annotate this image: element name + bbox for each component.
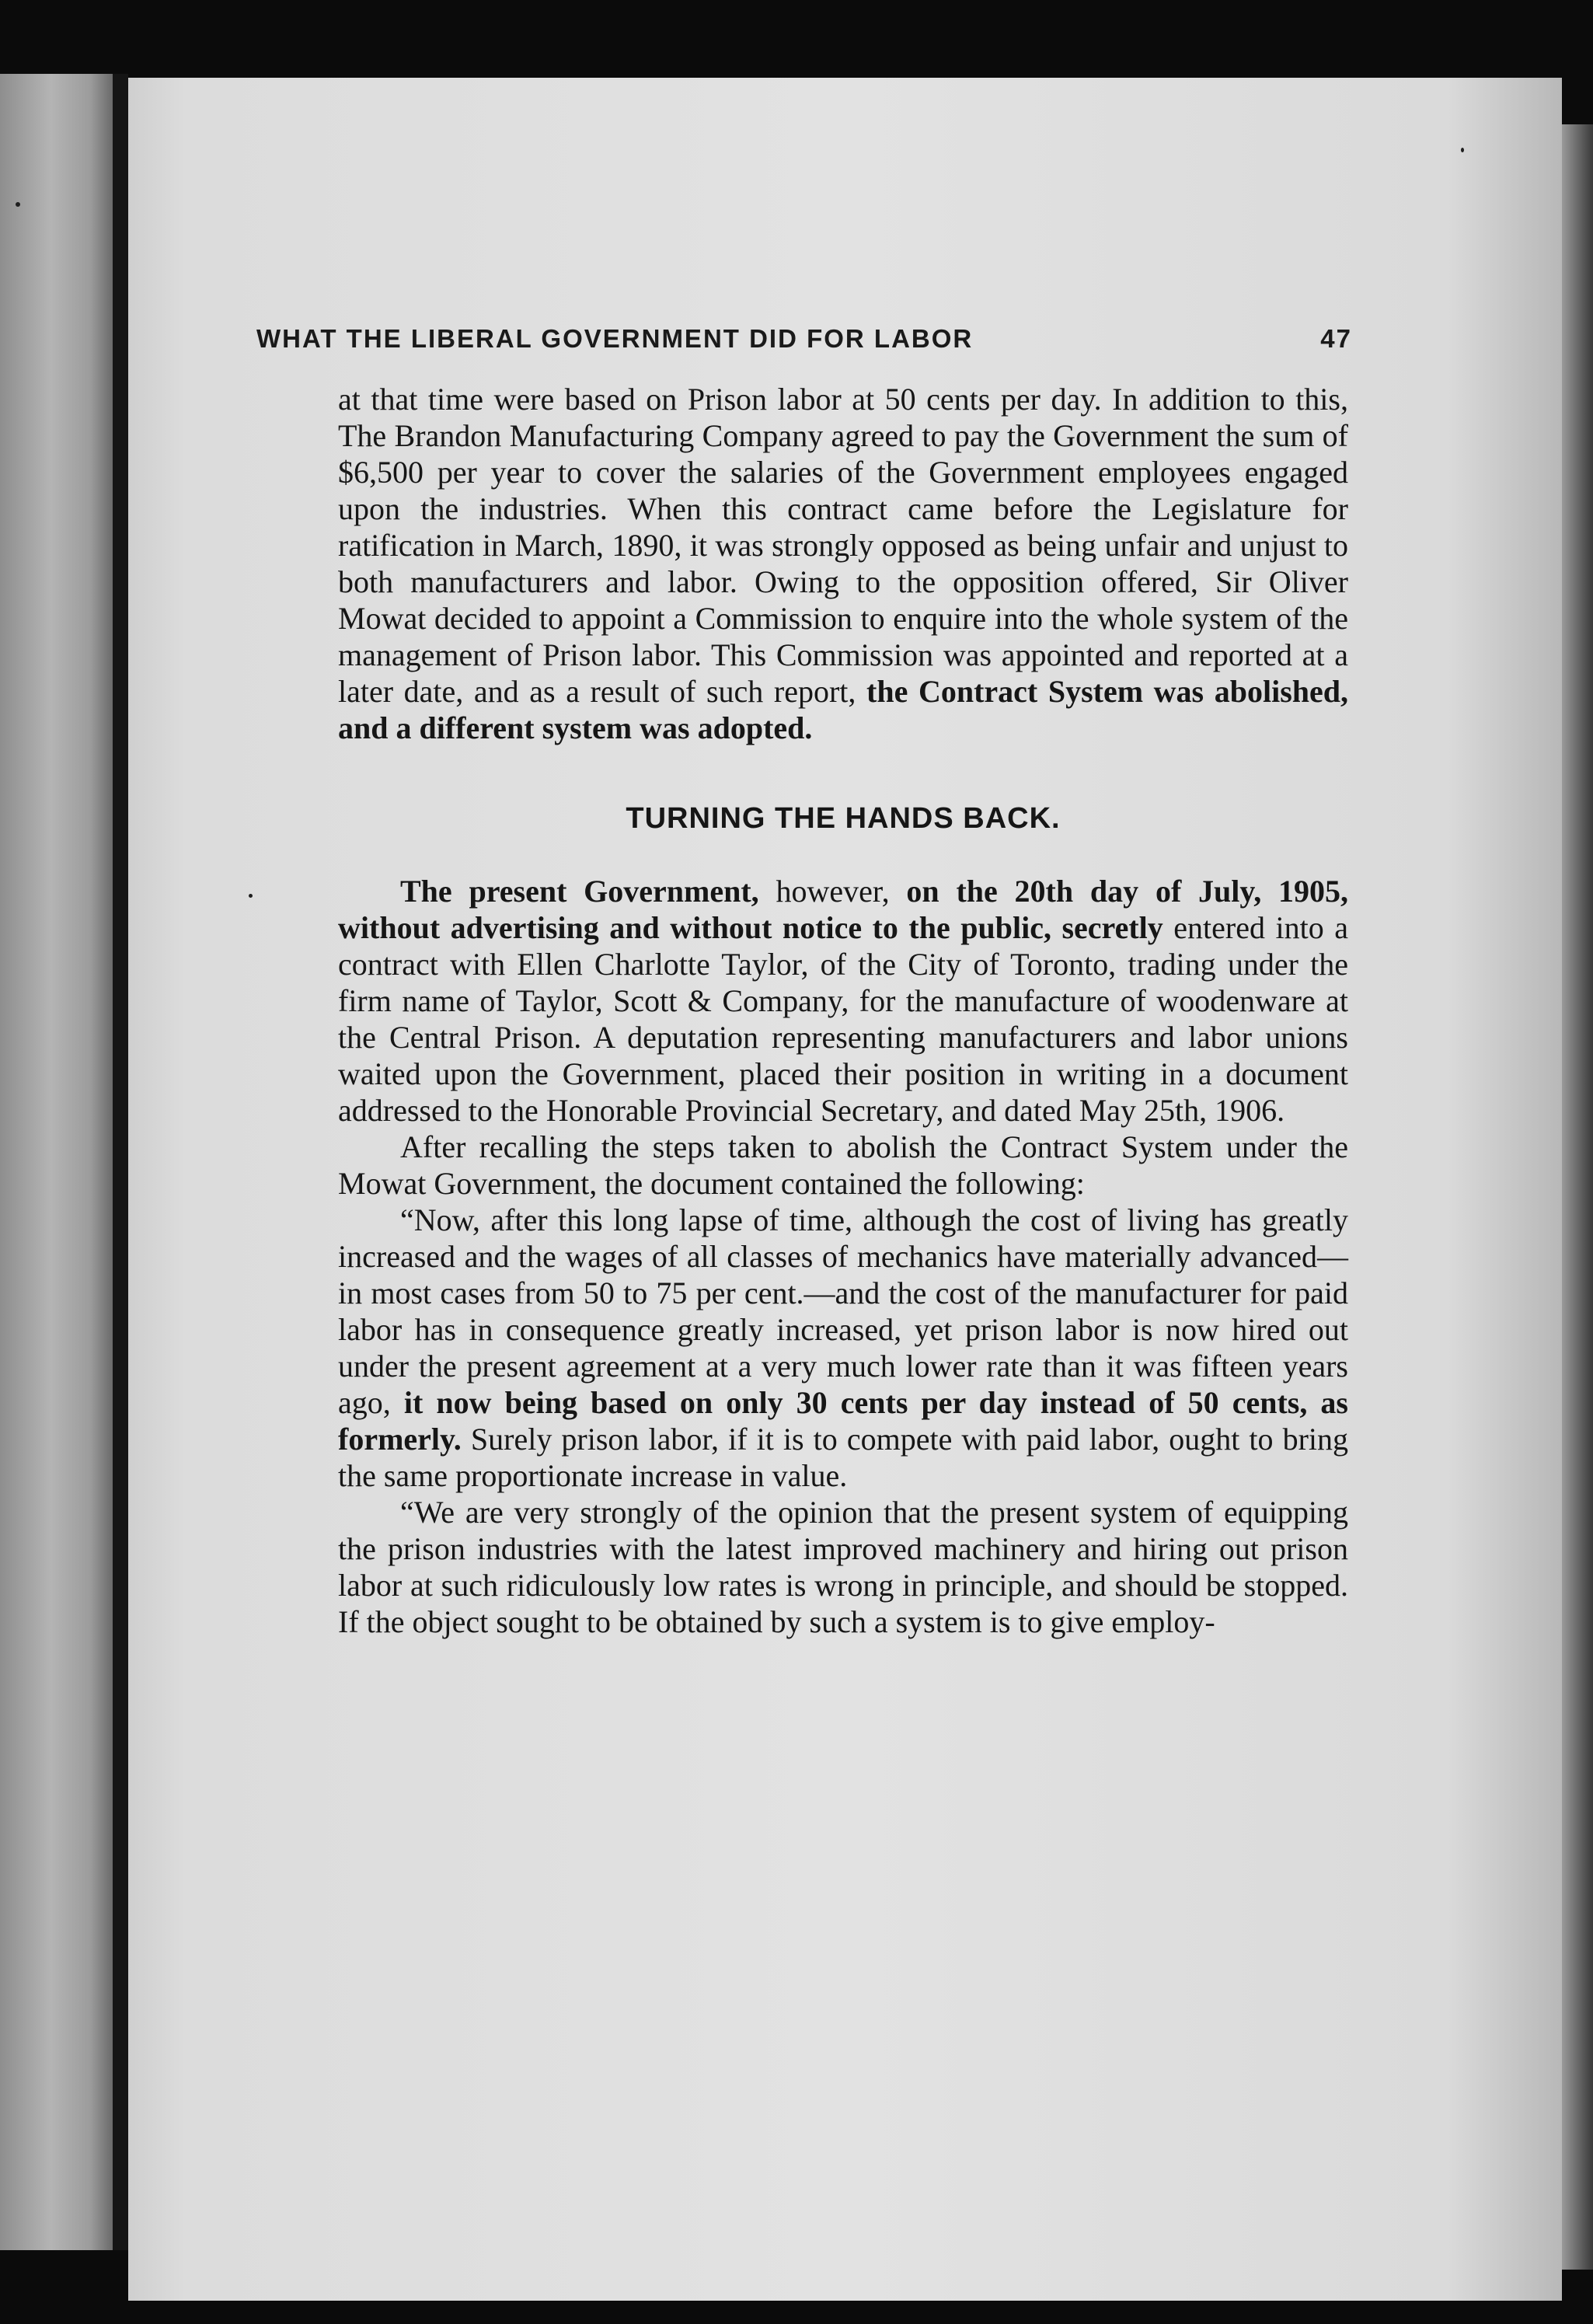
paragraph-4 xyxy=(338,1202,1348,1494)
dust-speck xyxy=(1461,148,1464,152)
paragraph-4-emphasis: it now being based on only 30 cents per day instead of 50 cents, as formerly. xyxy=(338,1385,1349,1457)
paragraph-1-emphasis: the Contract System was abolished, and a different system was adopted. xyxy=(338,674,1348,745)
paragraph-2-emphasis-1: The present Government, xyxy=(400,874,759,909)
page-body xyxy=(338,381,1348,1640)
running-head xyxy=(256,317,1352,361)
book-gutter xyxy=(113,74,128,2250)
paragraph-2-text-1: however, xyxy=(776,874,890,909)
right-page-edge xyxy=(1562,124,1593,2270)
page-number: 47 xyxy=(1320,324,1352,353)
paragraph-2-emphasis-2: on the 20th day of July, 1905, without advertising and without notice to the public, secretly xyxy=(338,874,1349,945)
paragraph-3: After recalling the steps taken to abolish the Contract System under the Mowat Government, the document contained the following: xyxy=(338,1129,1348,1201)
paragraph-1-text: at that time were based on Prison labor at 50 cents per day. In addition to this, The Brandon Manufacturing Company agreed to pay the Government the sum of $6,500 per year to cover the salaries of the Government employees engaged upon the industries. When this contract came before the Legislature for ratification in March, 1890, it was strongly opposed as being unfair and unjust to both manufacturers and labor. Owing to the opposition offered, Sir Oliver Mowat decided to appoint a Commission to enquire into the whole system of the management of Prison labor. This Commission was appointed and reported at a later date, and as a result of such report, xyxy=(338,382,1348,709)
section-heading: TURNING THE HANDS BACK. xyxy=(626,802,1061,835)
running-head-title: WHAT THE LIBERAL GOVERNMENT DID FOR LABOR xyxy=(256,324,974,353)
paragraph-5: “We are very strongly of the opinion that the present system of equipping the prison industries with the latest improved machinery and hiring out prison labor at such ridiculously low rates is wrong in principle, and should be stopped. If the object sought to be obtained by such a system is to give employ- xyxy=(338,1495,1348,1639)
paragraph-4-text-2: Surely prison labor, if it is to compete with paid labor, ought to bring the same proportionate increase in value. xyxy=(338,1422,1349,1493)
paragraph-1 xyxy=(338,381,1348,746)
dust-speck xyxy=(16,202,20,207)
paragraph-2 xyxy=(338,873,1348,1129)
left-page-edge xyxy=(0,74,113,2250)
paragraph-2-text-2: entered into a contract with Ellen Charlotte Taylor, of the City of Toronto, trading under the firm name of Taylor, Scott & Company, for the manufacture of woodenware at the Central Prison. A deputation representing manufacturers and labor unions waited upon the Government, placed their position in writing in a document addressed to the Honorable Provincial Secretary, and dated May 25th, 1906. xyxy=(338,910,1348,1128)
dust-speck xyxy=(249,894,253,898)
paragraph-4-text-1: “Now, after this long lapse of time, although the cost of living has greatly increased and the wages of all classes of mechanics have materially advanced—in most cases from 50 to 75 per cent.—and the cost of the manufacturer for paid labor has in consequence greatly increased, yet prison labor is now hired out under the present agreement at a very much lower rate than it was fifteen years ago, xyxy=(338,1202,1348,1420)
